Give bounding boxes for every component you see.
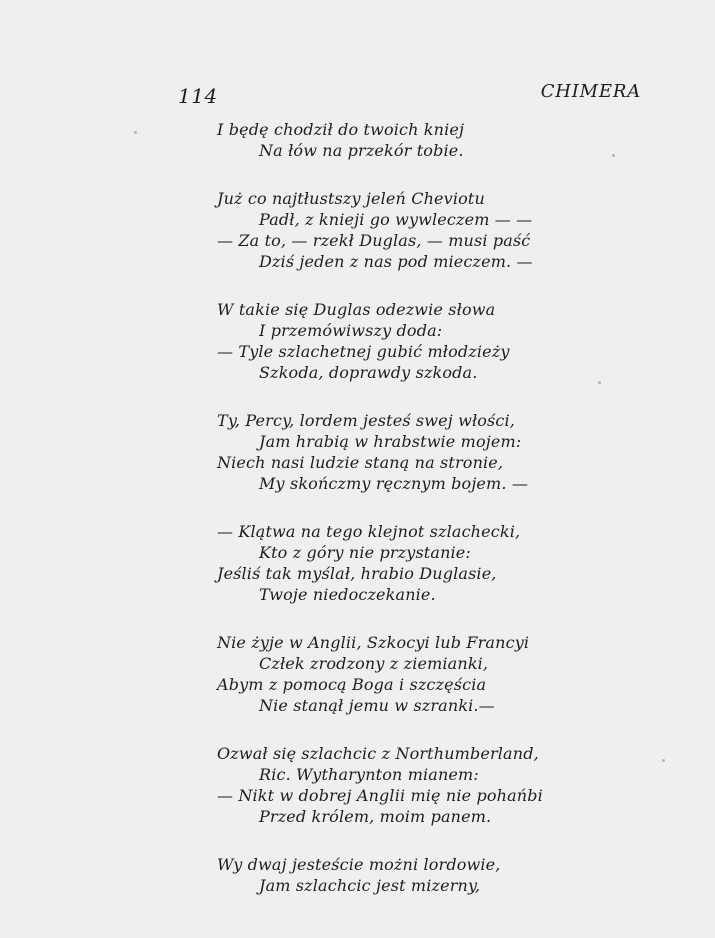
poem-line: — Klątwa na tego klejnot szlachecki, xyxy=(217,522,521,541)
poem-line: — Tyle szlachetnej gubić młodzieży xyxy=(217,342,510,361)
poem-line: Ric. Wytharynton mianem: xyxy=(259,765,479,784)
poem-line: Szkoda, doprawdy szkoda. xyxy=(259,363,478,382)
stanza xyxy=(217,743,637,827)
poem-line: Na łów na przekór tobie. xyxy=(259,141,464,160)
poem-line: Twoje niedoczekanie. xyxy=(259,585,436,604)
poem-line: I będę chodził do twoich kniej xyxy=(217,120,465,139)
poem-line: Padł, z knieji go wywleczem — — xyxy=(259,210,533,229)
poem-line: Jam szlachcic jest mizerny, xyxy=(259,876,481,895)
stanza xyxy=(217,188,637,272)
stanza xyxy=(217,410,637,494)
poem-line: Ozwał się szlachcic z Northumberland, xyxy=(217,744,539,763)
poem-line: Dziś jeden z nas pod mieczem. — xyxy=(259,252,533,271)
poem-line: Abym z pomocą Boga i szczęścia xyxy=(217,675,487,694)
stanza xyxy=(217,632,637,716)
running-title: CHIMERA xyxy=(540,81,641,102)
paper-speck xyxy=(598,381,601,384)
paper-speck xyxy=(612,154,615,157)
poem-line: — Za to, — rzekł Duglas, — musi paść xyxy=(217,231,531,250)
poem-line: Kto z góry nie przystanie: xyxy=(259,543,471,562)
poem-line: W takie się Duglas odezwie słowa xyxy=(217,300,496,319)
poem xyxy=(217,119,637,923)
stanza xyxy=(217,854,637,896)
page-number: 114 xyxy=(178,84,218,108)
poem-line: Nie żyje w Anglii, Szkocyi lub Francyi xyxy=(217,633,530,652)
poem-line: Przed królem, moim panem. xyxy=(259,807,492,826)
poem-line: Ty, Percy, lordem jesteś swej włości, xyxy=(217,411,516,430)
poem-line: Jam hrabią w hrabstwie mojem: xyxy=(259,432,522,451)
poem-line: Niech nasi ludzie staną na stronie, xyxy=(217,453,504,472)
paper-speck xyxy=(662,759,665,762)
stanza xyxy=(217,119,637,161)
poem-line: I przemówiwszy doda: xyxy=(259,321,443,340)
poem-line: Człek zrodzony z ziemianki, xyxy=(259,654,489,673)
poem-line: Już co najtłustszy jeleń Cheviotu xyxy=(217,189,485,208)
poem-line: Nie stanął jemu w szranki.— xyxy=(259,696,495,715)
stanza xyxy=(217,299,637,383)
poem-line: My skończmy ręcznym bojem. — xyxy=(259,474,528,493)
poem-line: Wy dwaj jesteście możni lordowie, xyxy=(217,855,501,874)
poem-line: — Nikt w dobrej Anglii mię nie pohańbi xyxy=(217,786,543,805)
poem-line: Jeśliś tak myślał, hrabio Duglasie, xyxy=(217,564,497,583)
paper-speck xyxy=(134,131,137,134)
stanza xyxy=(217,521,637,605)
